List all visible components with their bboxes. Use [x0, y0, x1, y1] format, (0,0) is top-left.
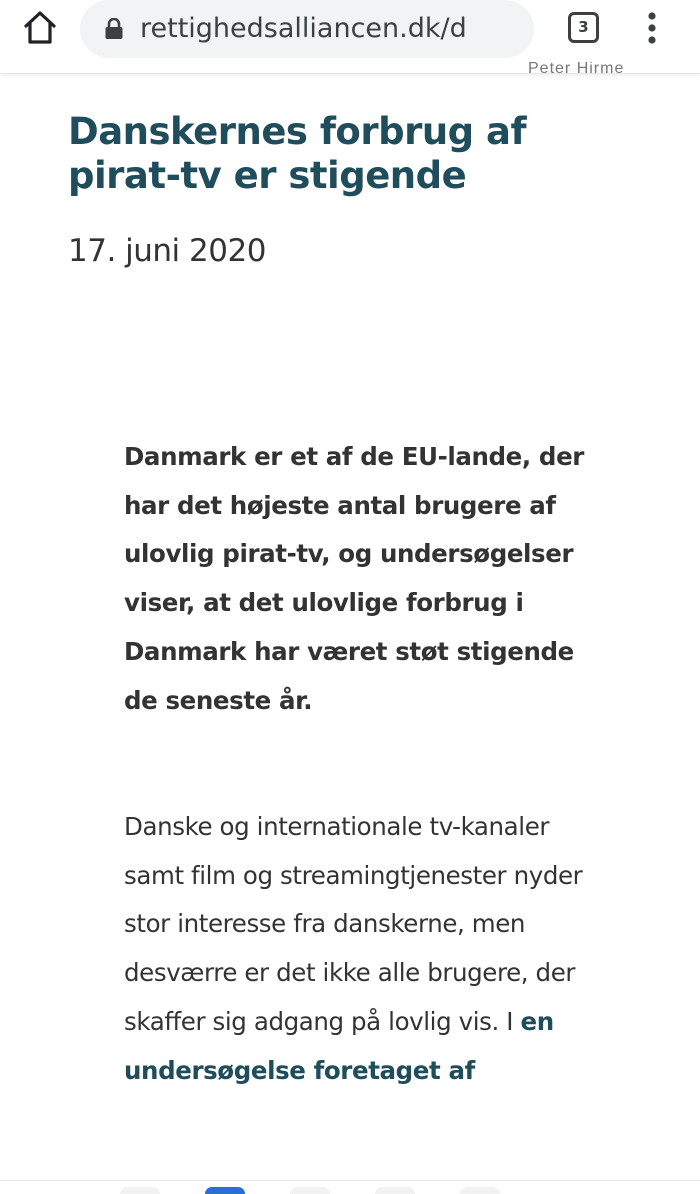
- address-bar[interactable]: [80, 0, 534, 58]
- article-title: Danskernes forbrug af pirat-tv er stigende: [68, 110, 527, 197]
- bottom-nav-item-active[interactable]: [205, 1187, 245, 1194]
- bottom-nav-item[interactable]: [460, 1187, 500, 1194]
- body-paragraph: [124, 803, 594, 1095]
- survey-link[interactable]: en undersøgelse foretaget af: [124, 1006, 554, 1085]
- lock-icon: [104, 18, 124, 40]
- article-date: 17. juni 2020: [68, 233, 266, 269]
- author-name-peek: Peter Hirme: [528, 62, 625, 76]
- home-icon: [20, 8, 60, 48]
- article-meta-peek: [68, 284, 328, 298]
- lead-paragraph: Danmark er et af de EU-lande, der har det højeste antal brugere af ulovlig pirat-tv, og undersøgelser viser, at det ulovlige forbrug i Danmark har været støt stigende de seneste år.: [124, 442, 584, 715]
- menu-button[interactable]: [642, 8, 662, 48]
- more-vert-icon: [642, 8, 662, 48]
- bottom-toolbar-peek: [0, 1180, 700, 1194]
- home-button[interactable]: [20, 8, 60, 48]
- tab-switcher-button[interactable]: 3: [568, 12, 599, 43]
- bottom-nav-item[interactable]: [375, 1187, 415, 1194]
- bottom-nav-item[interactable]: [120, 1187, 160, 1194]
- url-text[interactable]: rettighedsalliancen.dk/d: [140, 13, 467, 44]
- body-text: Danske og internationale tv-kanaler samt film og streamingtjenester nyder stor interesse fra danskerne, men desværre er det ikke alle brugere, der skaffer sig adgang på lovlig vis. I: [124, 812, 583, 1036]
- bottom-nav-item[interactable]: [290, 1187, 330, 1194]
